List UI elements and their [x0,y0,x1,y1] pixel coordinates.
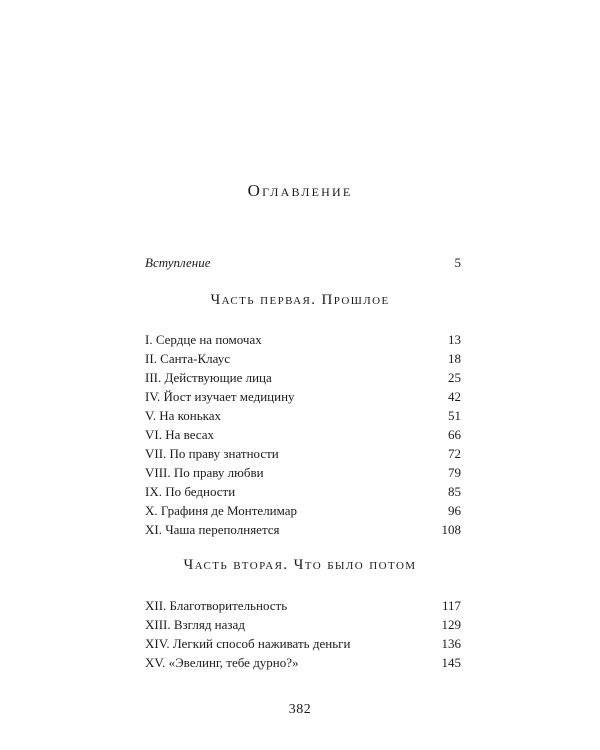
toc-entry [145,349,461,368]
toc-entry [145,520,461,539]
toc-entry-label: XI. Чаша переполняется [145,522,280,537]
toc-entry-page: 79 [448,465,461,480]
part-two-chapter-list [145,596,461,672]
toc-entry [145,653,461,672]
toc-entry [145,501,461,520]
toc-entry [145,444,461,463]
toc-entry-page: 145 [441,655,461,670]
toc-entry-label: VI. На весах [145,427,214,442]
toc-entry [145,425,461,444]
toc-entry-label: X. Графиня де Монтелимар [145,503,298,518]
toc-entry-page: 51 [448,408,461,423]
toc-entry [145,406,461,425]
toc-entry-page: 25 [448,370,461,385]
toc-entry-label: IX. По бедности [145,484,236,499]
toc-entry [145,482,461,501]
toc-entry [145,596,461,615]
toc-entry-page: 129 [441,617,461,632]
part-two-title: Часть вторая. Что было потом [183,557,417,573]
toc-entry-label: V. На коньках [145,408,222,423]
toc-entry-label: I. Сердце на помочах [145,332,262,347]
page-title: Оглавление [247,181,353,200]
toc-entry-label: XII. Благотворительность [145,598,288,613]
toc-entry-page: 18 [448,351,461,366]
toc-entry-page: 72 [448,446,461,461]
part-one-chapter-list [145,330,461,539]
toc-entry-page: 117 [441,598,461,613]
toc-entry-label: XIV. Легкий способ наживать деньги [145,636,351,651]
toc-entry-label: IV. Йост изучает медицину [145,389,295,404]
toc-entry [145,330,461,349]
toc-entry-page: 136 [441,636,461,651]
toc-entry-label: VII. По праву знатности [145,446,279,461]
toc-entry-label: XIII. Взгляд назад [145,617,245,632]
toc-entry-page: 13 [448,332,461,347]
toc-entry-label: III. Действующие лица [145,370,272,385]
toc-entry [145,615,461,634]
toc-entry-label: XV. «Эвелинг, тебе дурно?» [145,655,299,670]
toc-entry-page: 42 [448,389,461,404]
toc-intro-label: Вступление [145,255,211,270]
page-number: 382 [288,702,312,717]
toc-intro-row [145,255,461,275]
part-one-title: Часть первая. Прошлое [210,292,390,308]
toc-entry [145,463,461,482]
toc-entry-page: 66 [448,427,461,442]
toc-entry-page: 85 [448,484,461,499]
toc-entry [145,387,461,406]
toc-entry [145,368,461,387]
toc-entry-label: VIII. По праву любви [145,465,264,480]
toc-entry [145,634,461,653]
toc-entry-page: 108 [441,522,461,537]
toc-intro-page: 5 [454,255,461,270]
toc-entry-label: II. Санта-Клаус [145,351,231,366]
toc-entry-page: 96 [448,503,461,518]
